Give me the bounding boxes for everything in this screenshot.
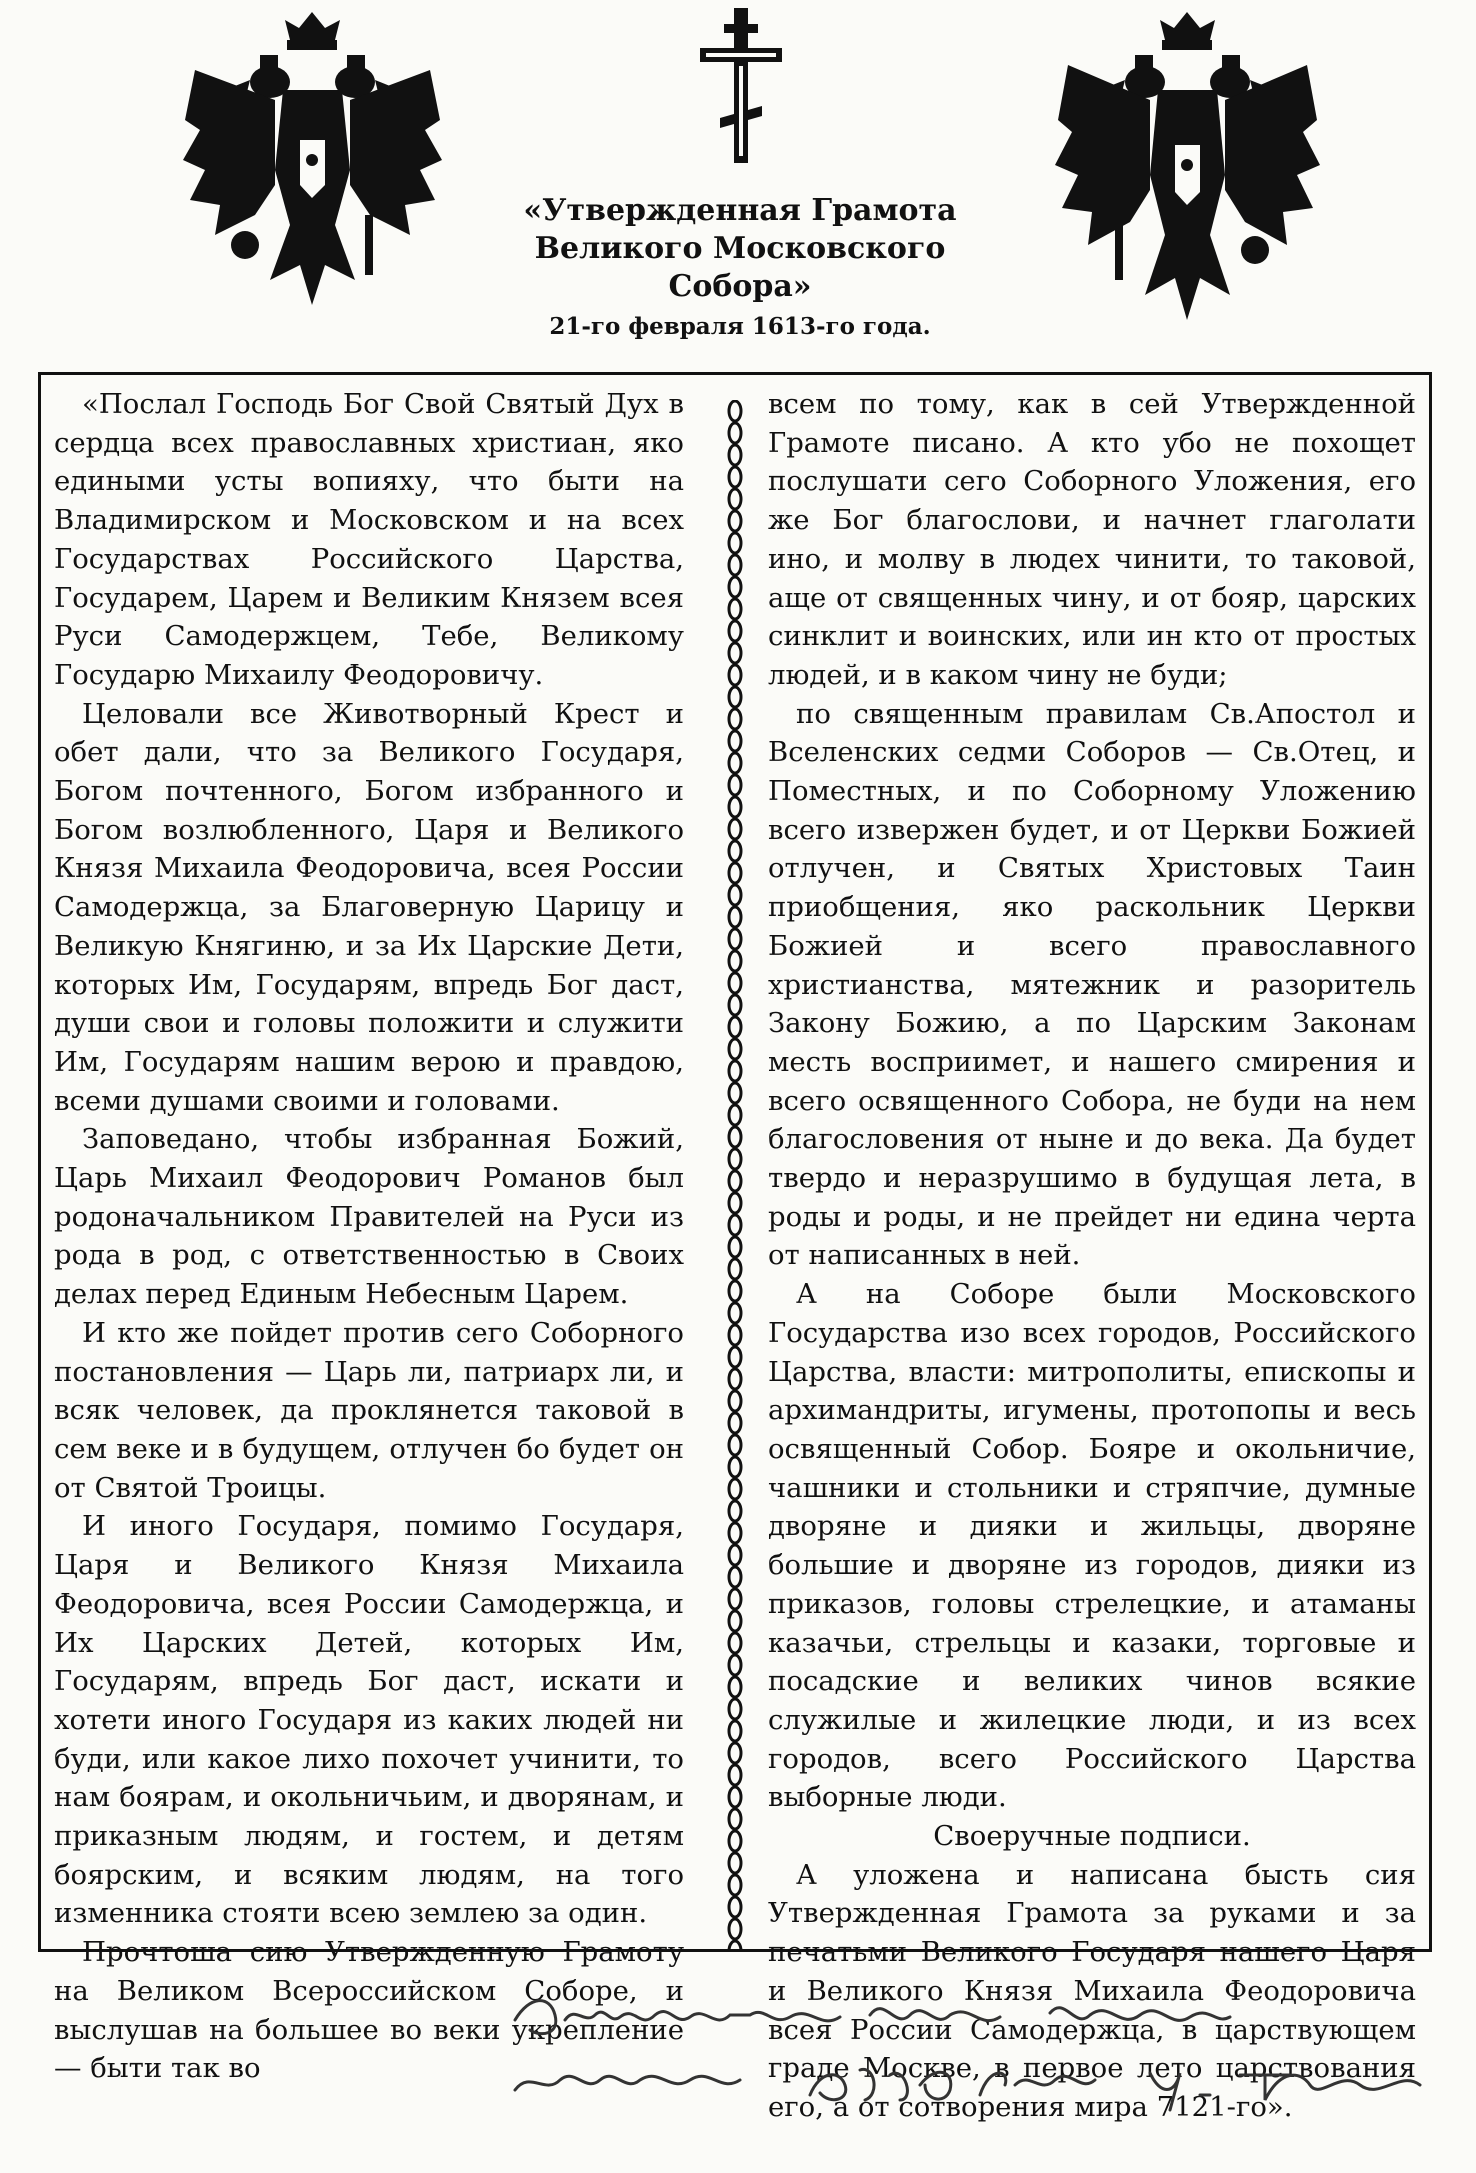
paragraph: И кто же пойдет против сего Соборного постановления — Царь ли, патриарх ли, и всяк человек, да проклянется таковой в сем веке и в будущем, отлучен бо будет он от Святой Троицы. [54,1316,684,1504]
document-date: 21-го февраля 1613-го года. [549,313,931,340]
title-line-1: «Утвержденная Грамота [523,193,957,228]
paragraph: Заповедано, чтобы избранная Божий, Царь Михаил Феодорович Романов был родоначальником Правителей на Руси из рода в род, с ответственностью в Своих делах перед Единым Небесным Царем. [54,1123,684,1311]
paragraph: «Послал Господь Бог Свой Святый Дух в сердца всех православных христиан, яко едиными усты вопияху, что быти на Владимирском и Московском и на всех Государствах Российского Царства, Государем, Царем и Великим Князем всея Руси Самодержцем, Тебе, Великому Государю Михаилу Феодоровичу. [54,388,684,691]
paragraph: по священным правилам Св.Апостол и Вселенских седми Соборов — Св.Отец, и Поместных, и по Соборному Уложению всего извержен будет, и от Церкви Божией отлучен, и Святых Христовых Таин приобщения, яко раскольник Церкви Божией и всего православного христианства, мятежник и разоритель Закону Божию, а по Царским Законам месть восприимет, и нашего смирения и всего освященного Собора, не буди на нем благословения от ныне и до века. Да будет твердо и неразрушимо в будущая лета, в роды и роды, и не прейдет ни едина черта от написанных в ней. [768,697,1416,1272]
left-column [54,385,684,2088]
signatures-heading: Своеручные подписи. [933,1820,1251,1853]
document-title [470,192,1010,346]
chain-divider [725,400,745,1950]
paragraph: всем по тому, как в сей Утвержденной Грамоте писано. А кто убо не похощет послушати сего Соборного Уложения, его же Бог благослови, и начнет глаголати ино, и молву в людех чинити, то таковой, аще от священных чину, и от бояр, царских синклит и воинских, или ин кто от простых людей, и в каком чину не буди; [768,388,1416,691]
title-line-2: Великого Московского Собора» [534,231,946,304]
double-headed-eagle-right-icon [1050,10,1325,330]
right-column [768,385,1416,2127]
closing-paragraph: А уложена и написана бысть сия Утвержденная Грамота за руками и за печатьми Великого Государя нашего Царя и Великого Князя Михаила Феодоровича всея России Самодержца, в царствующем граде Москве, в первое лето царствования его, а от сотворения мира 7121-го». [768,1858,1416,2123]
double-headed-eagle-left-icon [175,10,450,320]
paragraph: И иного Государя, помимо Государя, Царя и Великого Князя Михаила Феодоровича, всея России Самодержца, и Их Царских Детей, которых Им, Государям, впредь Бог даст, искати и хотети иного Государя из каких людей ни буди, или какое лихо похочет учинити, то нам боярам, и окольничьим, и дворянам, и приказным людям, и гостем, и детям боярским, и всяким людям, на того изменника стояти всею землею за один. [54,1510,684,1930]
paragraph: Прочтоша сию Утвержденную Грамоту на Великом Всероссийском Соборе, и выслушав на большее во веки укрепление — быти так во [54,1936,684,2085]
handwritten-note [510,1975,1470,2115]
orthodox-cross-icon [700,8,782,163]
paragraph: Целовали все Животворный Крест и обет дали, что за Великого Государя, Богом почтенного, Богом избранного и Богом возлюбленного, Царя и Великого Князя Михаила Феодоровича, всея России Самодержца, за Благоверную Царицу и Великую Княгиню, и за Их Царские Дети, которых Им, Государям, впредь Бог даст, души свои и головы положити и служити Им, Государям нашим верою и правдою, всеми душами своими и головами. [54,697,684,1117]
paragraph: А на Соборе были Московского Государства изо всех городов, Российского Царства, власти: митрополиты, епископы и архимандриты, игумены, протопопы и весь освященный Собор. Бояре и окольничие, чашники и стольники и стряпчие, думные дворяне и дияки и жильцы, дворяне большие и дворяне из городов, дияки из приказов, головы стрелецкие, и атаманы казачьи, стрельцы и казаки, торговые и посадские и великих чинов всякие служилые и жилецкие люди, и из всех городов, всего Российского Царства выборные люди. [768,1278,1416,1814]
